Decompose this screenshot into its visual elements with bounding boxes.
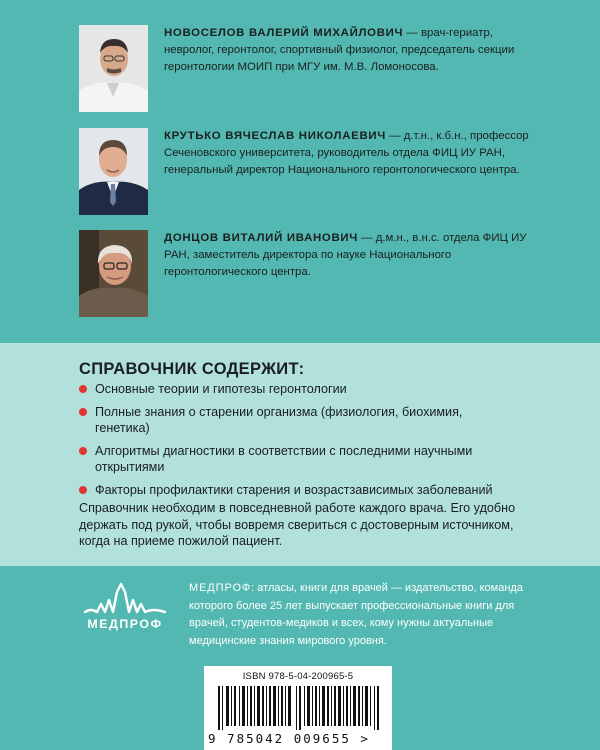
contents-title: СПРАВОЧНИК СОДЕРЖИТ: — [79, 360, 305, 378]
list-item-text: Факторы профилактики старения и возрастзависимых заболеваний — [95, 483, 493, 497]
barcode-digits: 9 785042 009655 > — [208, 731, 370, 746]
author-name: КРУТЬКО ВЯЧЕСЛАВ НИКОЛАЕВИЧ — [164, 130, 386, 142]
logo-wordmark: МЕДПРОФ — [87, 617, 163, 631]
publisher-text: : атласы, книги для врачей — издательство, команда которого более 25 лет выпускает профессиональные книги для врачей, студентов-медиков и всех, кому нужны актуальные медицинские знания мирового уровня. — [189, 582, 523, 647]
list-item-text: Полные знания о старении организма (физиология, биохимия, генетика) — [95, 405, 463, 435]
list-item — [79, 482, 519, 498]
author-bio-dontsov — [164, 230, 530, 282]
author-photo-dontsov — [79, 230, 148, 317]
barcode-block — [204, 666, 392, 750]
publisher-name: МЕДПРОФ — [189, 582, 252, 594]
summary-text: Справочник необходим в повседневной работе каждого врача. Его удобно держать под рукой, чтобы вовремя свериться с достоверным источником, когда на приеме пожилой пациент. — [79, 501, 516, 548]
author-photo-novoselov — [79, 25, 148, 112]
publisher-description — [189, 580, 549, 650]
author-bio-krutko — [164, 128, 530, 180]
red-bullet-icon — [79, 385, 87, 393]
author-name: НОВОСЕЛОВ ВАЛЕРИЙ МИХАЙЛОВИЧ — [164, 27, 404, 39]
publisher-panel — [0, 566, 600, 750]
red-bullet-icon — [79, 447, 87, 455]
author-photo-krutko — [79, 128, 148, 215]
list-item-text: Алгоритмы диагностики в соответствии с последними научными открытиями — [95, 444, 473, 474]
author-credentials: — д.т.н., к.б.н., профессор Сеченовского университета, руководитель отдела ФИЦ ИУ РАН, генеральный директор Национального геронтологического центра. — [164, 130, 529, 177]
author-bio-novoselov — [164, 25, 530, 77]
list-item — [79, 443, 519, 475]
authors-panel — [0, 0, 600, 343]
red-bullet-icon — [79, 408, 87, 416]
author-credentials: — врач-гериатр, невролог, геронтолог, спортивный физиолог, председатель секции геронтологии МОИП при МГУ им. М.В. Ломоносова. — [164, 27, 515, 74]
barcode-bars-icon — [218, 686, 382, 730]
isbn-number: ISBN 978-5-04-200965-5 — [242, 671, 354, 682]
list-item — [79, 404, 519, 436]
contents-list — [79, 381, 519, 505]
author-name: ДОНЦОВ ВИТАЛИЙ ИВАНОВИЧ — [164, 232, 358, 244]
list-item — [79, 381, 519, 397]
author-credentials: — д.м.н., в.н.с. отдела ФИЦ ИУ РАН, заместитель директора по науке Национального геронтологического центра. — [164, 232, 527, 279]
red-bullet-icon — [79, 486, 87, 494]
list-item-text: Основные теории и гипотезы геронтологии — [95, 382, 347, 396]
contents-panel — [0, 343, 600, 566]
medprof-skyline-logo-icon — [79, 578, 171, 642]
